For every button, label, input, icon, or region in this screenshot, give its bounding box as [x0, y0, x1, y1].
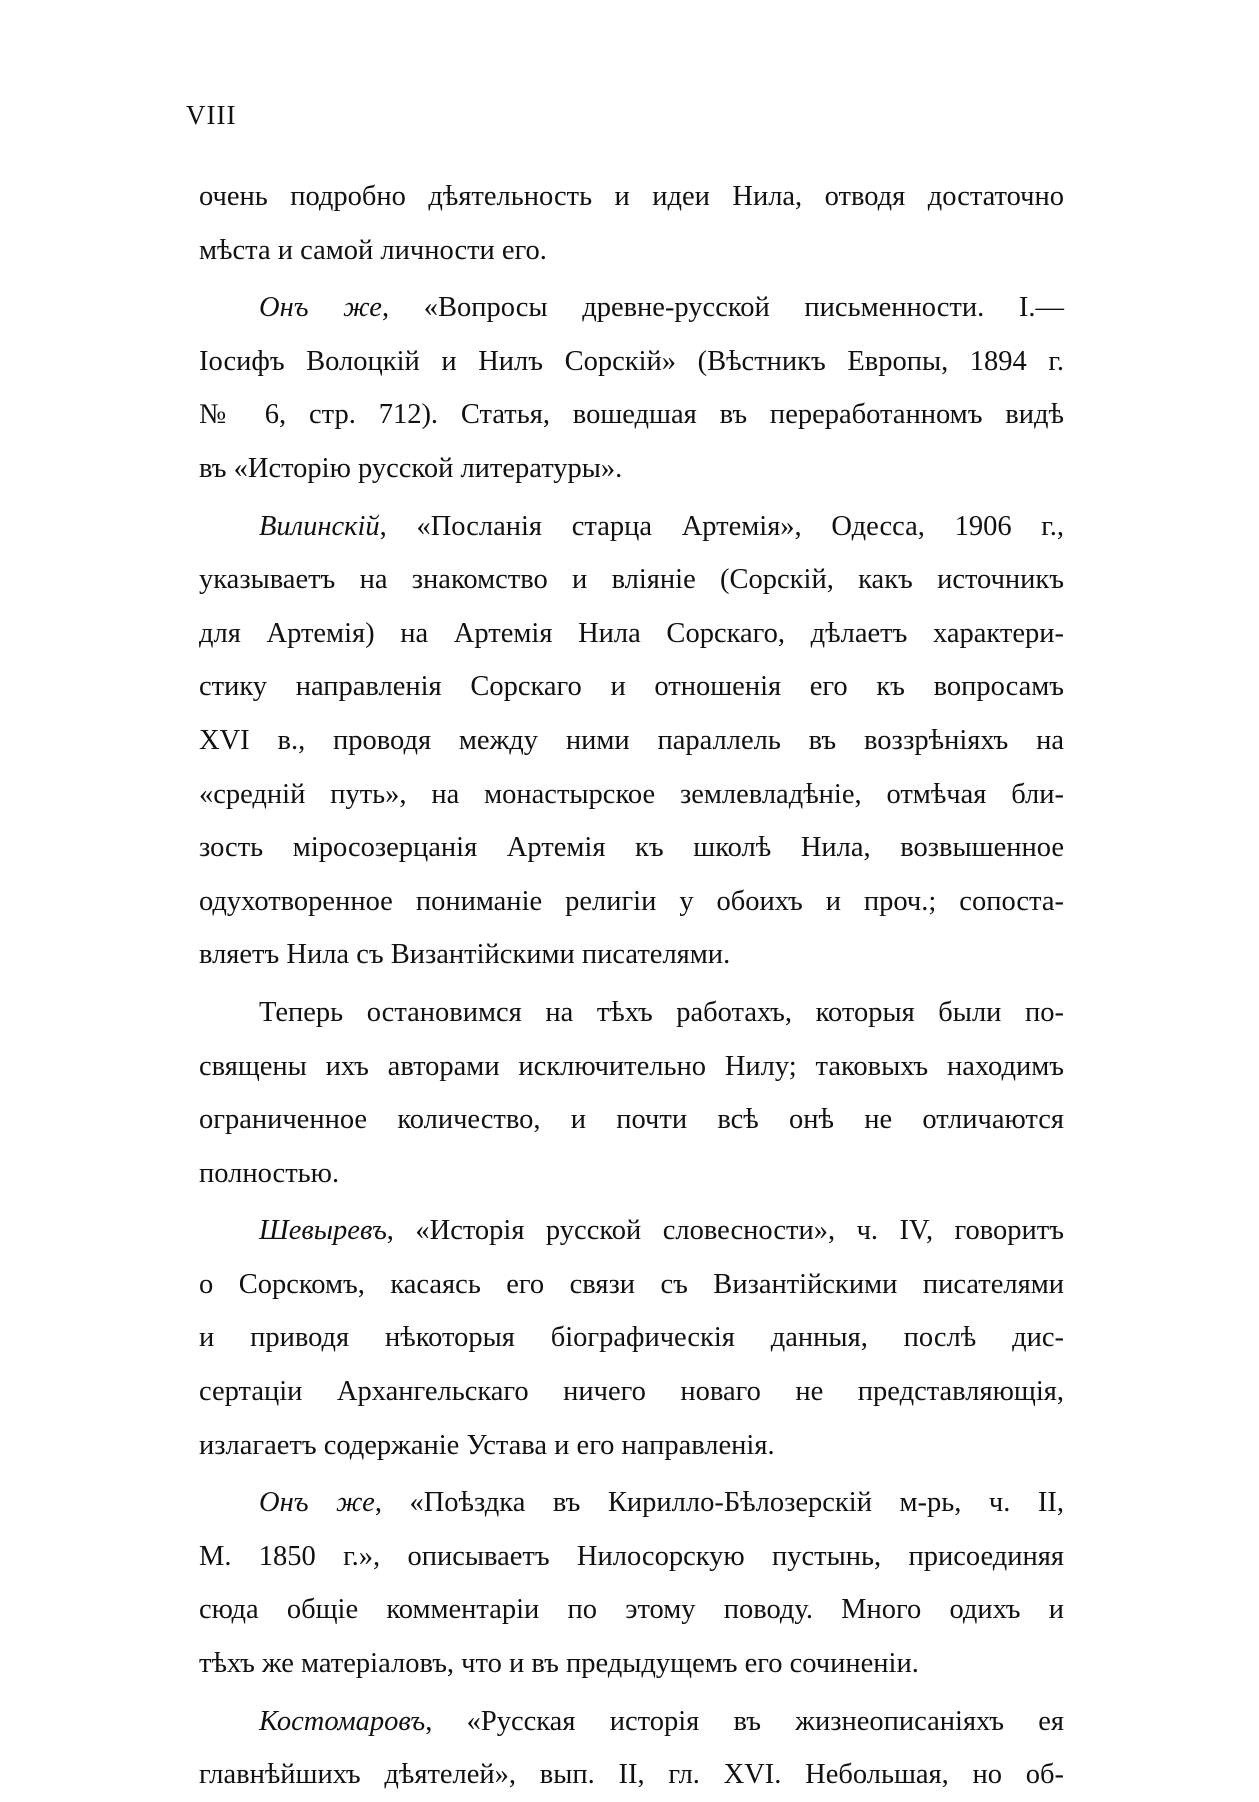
- text-line: XVI в., проводя между ними параллель въ воззрѣніяхъ на: [199, 724, 1064, 756]
- text-line: очень подробно дѣятельность и идеи Нила, отводя достаточно: [199, 181, 1064, 212]
- body-text: [199, 170, 1064, 1802]
- text-line: № 6, стр. 712). Статья, вошедшая въ переработанномъ видѣ: [199, 399, 1064, 431]
- text-line: [199, 1476, 1064, 1530]
- text-line: для Артемія) на Артемія Нила Сорскаго, дѣлаетъ характери-: [199, 617, 1064, 649]
- author-name: Костомаровъ: [259, 1705, 426, 1737]
- text-line: Іосифъ Волоцкій и Нилъ Сорскій» (Вѣстникъ Европы, 1894 г.: [199, 345, 1064, 377]
- text-line: одухотворенное пониманіе религіи у обоихъ и проч.; сопоста-: [199, 885, 1064, 917]
- text-line: стику направленія Сорскаго и отношенія его къ вопросамъ: [199, 671, 1064, 703]
- author-name: Шевыревъ: [259, 1215, 387, 1247]
- author-name: Онъ же: [259, 1487, 375, 1519]
- text-fragment: , «Поѣздка въ Кирилло-Бѣлозерскій м-рь, ч. II,: [374, 1487, 1064, 1519]
- text-line: мѣста и самой личности его.: [199, 234, 547, 266]
- paragraph-shevyrev: [199, 1204, 1064, 1472]
- text-line: священы ихъ авторами исключительно Нилу; таковыхъ находимъ: [199, 1050, 1064, 1082]
- text-line: излагаетъ содержаніе Устава и его направленія.: [199, 1429, 775, 1461]
- text-line: и приводя нѣкоторыя біографическія данныя, послѣ дис-: [199, 1322, 1064, 1354]
- text-line: [199, 500, 1064, 554]
- text-line: вляетъ Нила съ Византійскими писателями.: [199, 939, 731, 971]
- text-line: М. 1850 г.», описываетъ Нилосорскую пустынь, присоединяя: [199, 1540, 1064, 1572]
- text-fragment: , «Исторія русской словесности», ч. IV, говоритъ: [386, 1215, 1064, 1247]
- text-line: «средній путь», на монастырское землевладѣніе, отмѣчая бли-: [199, 778, 1064, 810]
- text-line: [199, 281, 1064, 335]
- author-name: Вилинскій: [259, 510, 380, 542]
- paragraph-vilinsky: [199, 500, 1064, 982]
- text-line: о Сорскомъ, касаясь его связи съ Византійскими писателями: [199, 1268, 1064, 1300]
- text-line: въ «Исторію русской литературы».: [199, 452, 623, 484]
- text-fragment: , «Посланія старца Артемія», Одесса, 1906 г.,: [379, 510, 1064, 542]
- author-name: Онъ же: [259, 292, 382, 324]
- paragraph-on-zhe-1: [199, 281, 1064, 495]
- text-line: указываетъ на знакомство и вліяніе (Сорскій, какъ источникъ: [199, 564, 1064, 596]
- text-fragment: , «Вопросы древне-русской письменности. I.—: [381, 292, 1064, 324]
- text-line: сюда общіе комментаріи по этому поводу. Много одихъ и: [199, 1594, 1064, 1626]
- text-line: [199, 1204, 1064, 1258]
- text-fragment: , «Русская исторія въ жизнеописаніяхъ ея: [425, 1705, 1064, 1737]
- page-number: VIII: [186, 100, 237, 130]
- text-line: главнѣйшихъ дѣятелей», вып. II, гл. XVI. Небольшая, но об-: [199, 1759, 1064, 1791]
- paragraph-intro: [199, 170, 1064, 277]
- text-line: ограниченное количество, и почти всѣ онѣ не отличаются: [199, 1104, 1064, 1136]
- text-line: Теперь остановимся на тѣхъ работахъ, которыя были по-: [259, 996, 1064, 1028]
- text-line: зость міросозерцанія Артемія къ школѣ Нила, возвышенное: [199, 832, 1064, 864]
- paragraph-on-zhe-2: [199, 1476, 1064, 1690]
- text-line: тѣхъ же матеріаловъ, что и въ предыдущемъ его сочиненіи.: [199, 1648, 919, 1680]
- text-line: сертаціи Архангельскаго ничего новаго не представляющія,: [199, 1376, 1064, 1408]
- text-line: полностью.: [199, 1157, 340, 1189]
- text-line: [199, 1695, 1064, 1749]
- paragraph-teper: [199, 986, 1064, 1200]
